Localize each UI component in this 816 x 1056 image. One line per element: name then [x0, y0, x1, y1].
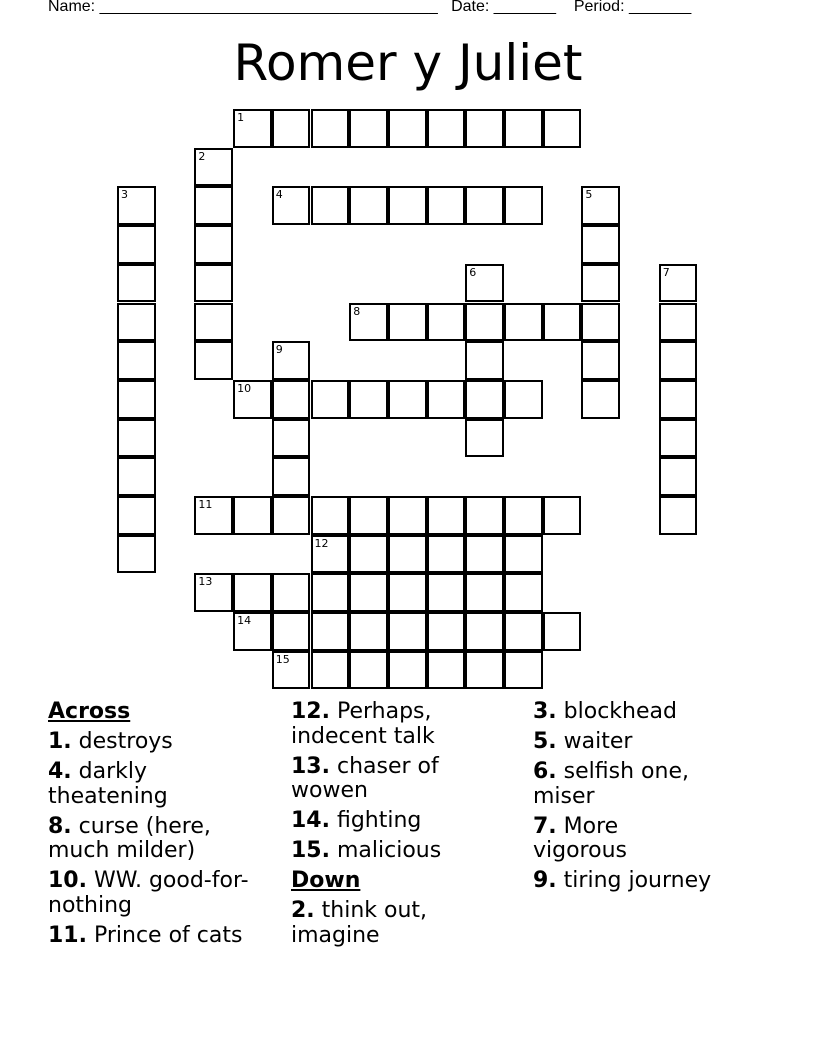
period-field-label: Period: _______ [573, 0, 692, 15]
grid-cell[interactable] [388, 109, 427, 148]
grid-cell[interactable] [272, 109, 311, 148]
clue-number: 1 [237, 111, 245, 124]
clue-across-15: 15. malicious [291, 838, 442, 863]
clue-column-1 [48, 700, 284, 954]
down-heading: Down [291, 868, 361, 893]
grid-cell[interactable] [311, 535, 350, 574]
grid-cell[interactable] [117, 457, 156, 496]
grid-cell[interactable] [388, 303, 427, 342]
clue-down-5: 5. waiter [533, 729, 633, 754]
clue-column-2 [291, 700, 527, 954]
grid-cell[interactable] [543, 612, 582, 651]
clue-number: 7 [662, 265, 670, 279]
grid-cell[interactable] [388, 186, 427, 225]
grid-cell[interactable] [117, 303, 156, 342]
grid-cell[interactable] [194, 264, 233, 303]
grid-cell[interactable] [659, 380, 698, 419]
clue-across-10: 10. WW. good-for-nothing [48, 868, 249, 918]
grid-cell[interactable] [388, 380, 427, 419]
clue-across-12: 12. Perhaps, indecent talk [291, 699, 435, 749]
grid-cell[interactable] [581, 303, 620, 342]
clue-column-3 [533, 700, 769, 899]
grid-cell[interactable] [465, 264, 504, 303]
across-heading: Across [48, 699, 131, 724]
grid-cell[interactable] [272, 380, 311, 419]
grid-cell[interactable] [388, 535, 427, 574]
clue-across-1: 1. destroys [48, 729, 173, 754]
grid-cell[interactable] [388, 651, 427, 690]
grid-cell[interactable] [194, 148, 233, 187]
grid-cell[interactable] [311, 651, 350, 690]
grid-cell[interactable] [272, 186, 311, 225]
clue-number: 9 [275, 343, 283, 357]
grid-cell[interactable] [233, 612, 272, 651]
grid-cell[interactable] [388, 612, 427, 651]
grid-cell[interactable] [272, 612, 311, 651]
grid-cell[interactable] [427, 109, 466, 148]
clue-number: 8 [353, 304, 361, 318]
grid-cell[interactable] [465, 380, 504, 419]
grid-cell[interactable] [233, 573, 272, 612]
grid-cell[interactable] [272, 573, 311, 612]
grid-cell[interactable] [504, 109, 543, 148]
grid-cell[interactable] [427, 303, 466, 342]
grid-cell[interactable] [427, 535, 466, 574]
grid-cell[interactable] [427, 612, 466, 651]
grid-cell[interactable] [233, 380, 272, 419]
grid-cell[interactable] [272, 457, 311, 496]
grid-cell[interactable] [465, 651, 504, 690]
grid-cell[interactable] [388, 496, 427, 535]
page-title: Romer y Juliet [233, 34, 583, 92]
grid-cell[interactable] [117, 341, 156, 380]
clue-number: 4 [275, 188, 283, 202]
grid-cell[interactable] [311, 496, 350, 535]
grid-cell[interactable] [117, 535, 156, 574]
grid-cell[interactable] [581, 225, 620, 264]
grid-cell[interactable] [465, 573, 504, 612]
grid-cell[interactable] [349, 651, 388, 690]
clue-number: 13 [198, 575, 213, 589]
grid-cell[interactable] [388, 573, 427, 612]
grid-cell[interactable] [504, 186, 543, 225]
grid-cell[interactable] [194, 496, 233, 535]
grid-cell[interactable] [465, 496, 504, 535]
grid-cell[interactable] [659, 419, 698, 458]
grid-cell[interactable] [581, 380, 620, 419]
clue-across-4: 4. darkly theatening [48, 759, 168, 809]
clue-number: 2 [198, 149, 206, 163]
grid-cell[interactable] [504, 380, 543, 419]
clue-number: 15 [275, 652, 290, 666]
clue-across-14: 14. fighting [291, 808, 422, 833]
grid-cell[interactable] [272, 341, 311, 380]
grid-cell[interactable] [117, 496, 156, 535]
grid-cell[interactable] [427, 651, 466, 690]
grid-cell[interactable] [504, 573, 543, 612]
clue-number: 6 [469, 265, 477, 279]
grid-cell[interactable] [659, 457, 698, 496]
grid-cell[interactable] [349, 186, 388, 225]
clue-across-8: 8. curse (here, much milder) [48, 813, 211, 863]
grid-cell[interactable] [311, 186, 350, 225]
grid-cell[interactable] [194, 186, 233, 225]
grid-cell[interactable] [581, 264, 620, 303]
clue-across-11: 11. Prince of cats [48, 922, 243, 948]
grid-cell[interactable] [349, 535, 388, 574]
grid-cell[interactable] [117, 225, 156, 264]
grid-cell[interactable] [543, 109, 582, 148]
grid-cell[interactable] [194, 573, 233, 612]
grid-cell[interactable] [465, 612, 504, 651]
clue-number: 11 [198, 498, 213, 511]
grid-cell[interactable] [427, 380, 466, 419]
grid-cell[interactable] [581, 341, 620, 380]
grid-cell[interactable] [233, 496, 272, 535]
grid-cell[interactable] [504, 651, 543, 690]
worksheet-header [48, 0, 691, 16]
grid-cell[interactable] [659, 303, 698, 342]
grid-cell[interactable] [504, 535, 543, 574]
grid-cell[interactable] [427, 573, 466, 612]
grid-cell[interactable] [543, 303, 582, 342]
grid-cell[interactable] [504, 612, 543, 651]
clue-number: 10 [237, 381, 252, 395]
grid-cell[interactable] [659, 341, 698, 380]
grid-cell[interactable] [194, 303, 233, 342]
grid-cell[interactable] [427, 186, 466, 225]
grid-cell[interactable] [465, 186, 504, 225]
grid-cell[interactable] [465, 419, 504, 458]
clue-number: 3 [121, 188, 128, 202]
clue-down-2: 2. think out, imagine [291, 898, 428, 948]
clue-down-6: 6. selfish one, miser [533, 759, 689, 809]
grid-cell[interactable] [349, 612, 388, 651]
grid-cell[interactable] [272, 496, 311, 535]
grid-cell[interactable] [659, 264, 698, 303]
grid-cell[interactable] [465, 303, 504, 342]
grid-cell[interactable] [659, 496, 698, 535]
grid-cell[interactable] [427, 496, 466, 535]
grid-cell[interactable] [349, 496, 388, 535]
clue-number: 14 [237, 614, 252, 628]
grid-cell[interactable] [349, 303, 388, 342]
grid-cell[interactable] [311, 573, 350, 612]
clue-down-9: 9. tiring journey [533, 868, 712, 893]
grid-cell[interactable] [465, 109, 504, 148]
grid-cell[interactable] [504, 496, 543, 535]
grid-cell[interactable] [272, 419, 311, 458]
grid-cell[interactable] [311, 612, 350, 651]
grid-cell[interactable] [311, 109, 350, 148]
grid-cell[interactable] [581, 186, 620, 225]
name-field-label: Name: ______________________________________ [48, 0, 438, 15]
clue-across-13: 13. chaser of wowen [291, 753, 439, 803]
grid-cell[interactable] [117, 186, 156, 225]
grid-cell[interactable] [349, 573, 388, 612]
grid-cell[interactable] [349, 380, 388, 419]
grid-cell[interactable] [543, 496, 582, 535]
clue-down-7: 7. More vigorous [533, 813, 627, 863]
grid-cell[interactable] [465, 341, 504, 380]
grid-cell[interactable] [117, 264, 156, 303]
grid-cell[interactable] [117, 419, 156, 458]
grid-cell[interactable] [194, 341, 233, 380]
date-field-label: Date: _______ [451, 0, 557, 15]
grid-cell[interactable] [117, 380, 156, 419]
grid-cell[interactable] [504, 303, 543, 342]
clue-down-3: 3. blockhead [533, 699, 677, 724]
grid-cell[interactable] [311, 380, 350, 419]
grid-cell[interactable] [349, 109, 388, 148]
grid-cell[interactable] [272, 651, 311, 690]
clue-number: 5 [585, 188, 593, 202]
clue-number: 12 [314, 536, 329, 550]
grid-cell[interactable] [194, 225, 233, 264]
grid-cell[interactable] [465, 535, 504, 574]
grid-cell[interactable] [233, 109, 272, 148]
